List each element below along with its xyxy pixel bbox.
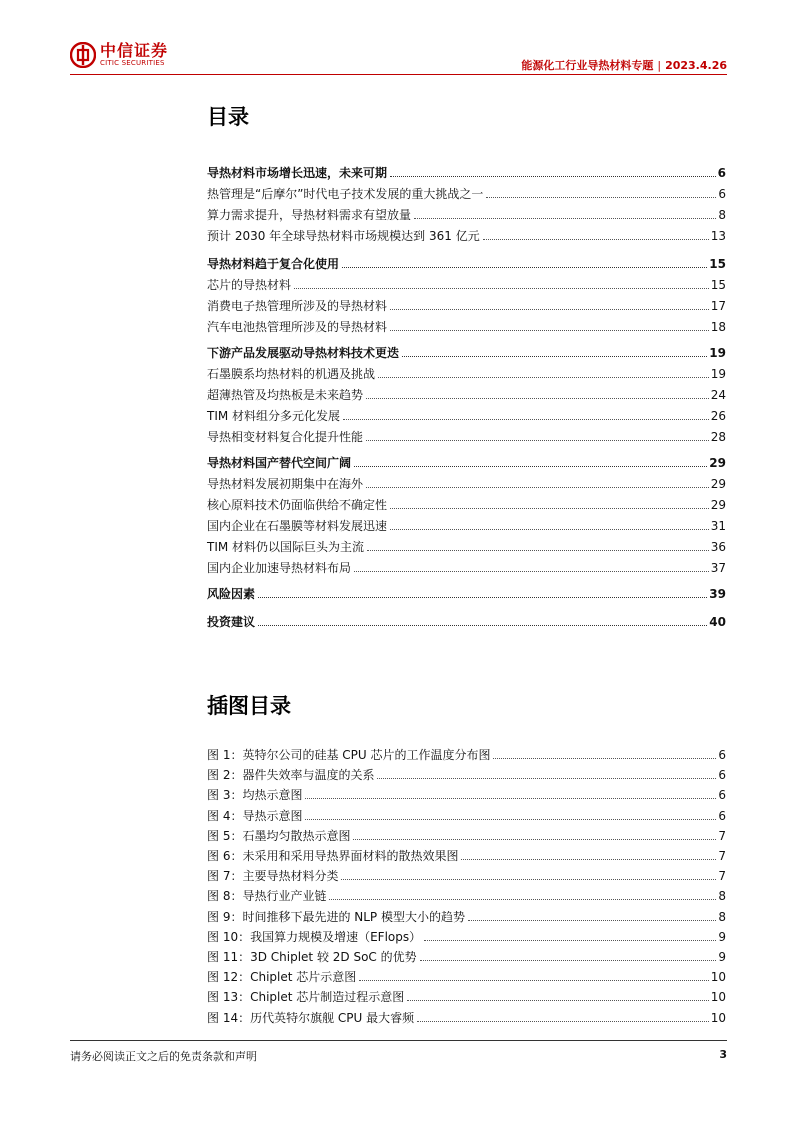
entry-label: 图 4：导热示意图	[207, 809, 303, 823]
dot-leader	[390, 507, 709, 509]
dot-leader	[294, 287, 709, 289]
entry-label: 图 10：我国算力规模及增速（EFlops）	[207, 930, 422, 944]
list-item[interactable]	[207, 494, 726, 512]
entry-label: 汽车电池热管理所涉及的导热材料	[207, 320, 388, 334]
entry-label: 图 6：未采用和采用导热界面材料的散热效果图	[207, 849, 459, 863]
dot-leader	[366, 397, 709, 399]
entry-label: 导热材料趋于复合化使用	[207, 257, 340, 271]
entry-page-number: 9	[718, 950, 726, 964]
list-item[interactable]	[207, 764, 726, 782]
dot-leader	[407, 999, 708, 1001]
entry-label: 图 3：均热示意图	[207, 788, 303, 802]
list-item[interactable]	[207, 885, 726, 903]
list-item[interactable]	[207, 183, 726, 201]
entry-label: 图 11：3D Chiplet 较 2D SoC 的优势	[207, 950, 417, 964]
list-item[interactable]	[207, 946, 726, 964]
entry-page-number: 13	[710, 229, 726, 243]
dot-leader	[377, 777, 716, 779]
dot-leader	[390, 308, 709, 310]
dot-leader	[354, 465, 707, 467]
list-item[interactable]	[207, 744, 726, 762]
dot-leader	[468, 919, 716, 921]
report-title: 能源化工行业导热材料专题	[521, 59, 654, 72]
entry-label: 图 1：英特尔公司的硅基 CPU 芯片的工作温度分布图	[207, 748, 491, 762]
entry-label: 图 5：石墨均匀散热示意图	[207, 829, 351, 843]
entry-label: 下游产品发展驱动导热材料技术更迭	[207, 346, 400, 360]
list-item[interactable]	[207, 426, 726, 444]
dot-leader	[258, 624, 707, 626]
list-item[interactable]	[207, 225, 726, 243]
header-divider	[70, 74, 727, 75]
citic-logo	[70, 42, 168, 68]
entry-label: 投资建议	[207, 615, 256, 629]
entry-page-number: 8	[718, 208, 726, 222]
entry-label: 国内企业加速导热材料布局	[207, 561, 352, 575]
entry-label: 风险因素	[207, 587, 256, 601]
entry-label: 石墨膜系均热材料的机遇及挑战	[207, 367, 376, 381]
dot-leader	[420, 959, 717, 961]
list-item[interactable]	[207, 316, 726, 334]
list-item[interactable]	[207, 515, 726, 533]
entry-page-number: 6	[717, 166, 726, 180]
list-item[interactable]	[207, 926, 726, 944]
entry-page-number: 19	[710, 367, 726, 381]
list-item[interactable]	[207, 906, 726, 924]
entry-label: 导热材料市场增长迅速，未来可期	[207, 166, 388, 180]
entry-page-number: 8	[718, 910, 726, 924]
toc-chapter-entry[interactable]	[207, 342, 726, 360]
page-header	[70, 38, 727, 78]
entry-page-number: 37	[710, 561, 726, 575]
entry-page-number: 10	[710, 990, 726, 1004]
logo-english-name: CITIC SECURITIES	[100, 59, 165, 67]
entry-page-number: 6	[718, 809, 726, 823]
entry-page-number: 29	[709, 456, 726, 470]
dot-leader	[414, 217, 716, 219]
dot-leader	[402, 355, 707, 357]
figures-title: 插图目录	[207, 694, 291, 718]
list-item[interactable]	[207, 557, 726, 575]
dot-leader	[493, 757, 716, 759]
entry-label: 预计 2030 年全球导热材料市场规模达到 361 亿元	[207, 229, 480, 243]
entry-page-number: 24	[710, 388, 726, 402]
list-item[interactable]	[207, 986, 726, 1004]
dot-leader	[461, 858, 716, 860]
entry-page-number: 6	[718, 748, 726, 762]
entry-label: 芯片的导热材料	[207, 278, 292, 292]
entry-label: 图 7：主要导热材料分类	[207, 869, 339, 883]
dot-leader	[329, 898, 716, 900]
dot-leader	[341, 878, 716, 880]
entry-page-number: 18	[710, 320, 726, 334]
list-item[interactable]	[207, 274, 726, 292]
entry-page-number: 15	[709, 257, 726, 271]
list-item[interactable]	[207, 784, 726, 802]
dot-leader	[417, 1020, 709, 1022]
entry-page-number: 7	[718, 829, 726, 843]
entry-label: TIM 材料组分多元化发展	[207, 409, 341, 423]
dot-leader	[305, 818, 716, 820]
dot-leader	[483, 238, 709, 240]
entry-page-number: 31	[710, 519, 726, 533]
entry-label: TIM 材料仍以国际巨头为主流	[207, 540, 365, 554]
dot-leader	[366, 486, 709, 488]
toc-title: 目录	[207, 105, 249, 129]
entry-page-number: 7	[718, 869, 726, 883]
dot-leader	[359, 979, 708, 981]
dot-leader	[367, 549, 709, 551]
entry-page-number: 36	[710, 540, 726, 554]
list-item[interactable]	[207, 1007, 726, 1025]
entry-page-number: 29	[710, 477, 726, 491]
list-item[interactable]	[207, 295, 726, 313]
dot-leader	[390, 175, 716, 177]
list-item[interactable]	[207, 204, 726, 222]
dot-leader	[366, 439, 709, 441]
entry-page-number: 9	[718, 930, 726, 944]
entry-label: 算力需求提升，导热材料需求有望放量	[207, 208, 412, 222]
header-separator: |	[657, 59, 662, 72]
entry-page-number: 6	[718, 187, 726, 201]
disclaimer-text: 请务必阅读正文之后的免责条款和声明	[70, 1050, 257, 1063]
toc-chapter-entry[interactable]	[207, 583, 726, 601]
list-item[interactable]	[207, 384, 726, 402]
entry-label: 国内企业在石墨膜等材料发展迅速	[207, 519, 388, 533]
dot-leader	[378, 376, 709, 378]
citic-logo-icon	[70, 42, 96, 68]
entry-page-number: 6	[718, 768, 726, 782]
list-item[interactable]	[207, 845, 726, 863]
entry-label: 导热材料发展初期集中在海外	[207, 477, 364, 491]
entry-label: 导热相变材料复合化提升性能	[207, 430, 364, 444]
dot-leader	[258, 596, 707, 598]
entry-page-number: 19	[709, 346, 726, 360]
page-footer	[70, 1040, 727, 1063]
entry-label: 消费电子热管理所涉及的导热材料	[207, 299, 388, 313]
list-item[interactable]	[207, 805, 726, 823]
dot-leader	[342, 266, 707, 268]
list-item[interactable]	[207, 966, 726, 984]
entry-page-number: 26	[710, 409, 726, 423]
footer-divider	[70, 1040, 727, 1041]
list-item[interactable]	[207, 536, 726, 554]
list-item[interactable]	[207, 865, 726, 883]
dot-leader	[305, 797, 716, 799]
entry-label: 图 8：导热行业产业链	[207, 889, 327, 903]
dot-leader	[354, 570, 709, 572]
entry-page-number: 28	[710, 430, 726, 444]
list-item[interactable]	[207, 825, 726, 843]
entry-page-number: 10	[710, 970, 726, 984]
list-item[interactable]	[207, 473, 726, 491]
entry-page-number: 7	[718, 849, 726, 863]
entry-page-number: 39	[709, 587, 726, 601]
toc-chapter-entry[interactable]	[207, 253, 726, 271]
header-report-info	[521, 57, 727, 73]
entry-page-number: 40	[709, 615, 726, 629]
list-item[interactable]	[207, 405, 726, 423]
dot-leader	[390, 528, 709, 530]
entry-page-number: 29	[710, 498, 726, 512]
entry-label: 图 12：Chiplet 芯片示意图	[207, 970, 357, 984]
entry-page-number: 15	[710, 278, 726, 292]
entry-label: 导热材料国产替代空间广阔	[207, 456, 352, 470]
page-number: 3	[719, 1048, 727, 1061]
entry-label: 核心原料技术仍面临供给不确定性	[207, 498, 388, 512]
entry-label: 超薄热管及均热板是未来趋势	[207, 388, 364, 402]
entry-label: 图 2：器件失效率与温度的关系	[207, 768, 375, 782]
dot-leader	[353, 838, 716, 840]
list-item[interactable]	[207, 363, 726, 381]
entry-label: 图 9：时间推移下最先进的 NLP 模型大小的趋势	[207, 910, 465, 924]
entry-label: 热管理是“后摩尔”时代电子技术发展的重大挑战之一	[207, 187, 484, 201]
logo-chinese-name: 中信证券	[100, 41, 169, 60]
dot-leader	[390, 329, 709, 331]
report-date: 2023.4.26	[665, 59, 727, 72]
dot-leader	[424, 939, 716, 941]
dot-leader	[486, 196, 716, 198]
toc-chapter-entry[interactable]	[207, 162, 726, 180]
entry-page-number: 6	[718, 788, 726, 802]
toc-chapter-entry[interactable]	[207, 611, 726, 629]
entry-page-number: 17	[710, 299, 726, 313]
toc-chapter-entry[interactable]	[207, 452, 726, 470]
dot-leader	[343, 418, 709, 420]
entry-page-number: 10	[710, 1011, 726, 1025]
entry-label: 图 13：Chiplet 芯片制造过程示意图	[207, 990, 405, 1004]
entry-label: 图 14：历代英特尔旗舰 CPU 最大睿频	[207, 1011, 415, 1025]
entry-page-number: 8	[718, 889, 726, 903]
